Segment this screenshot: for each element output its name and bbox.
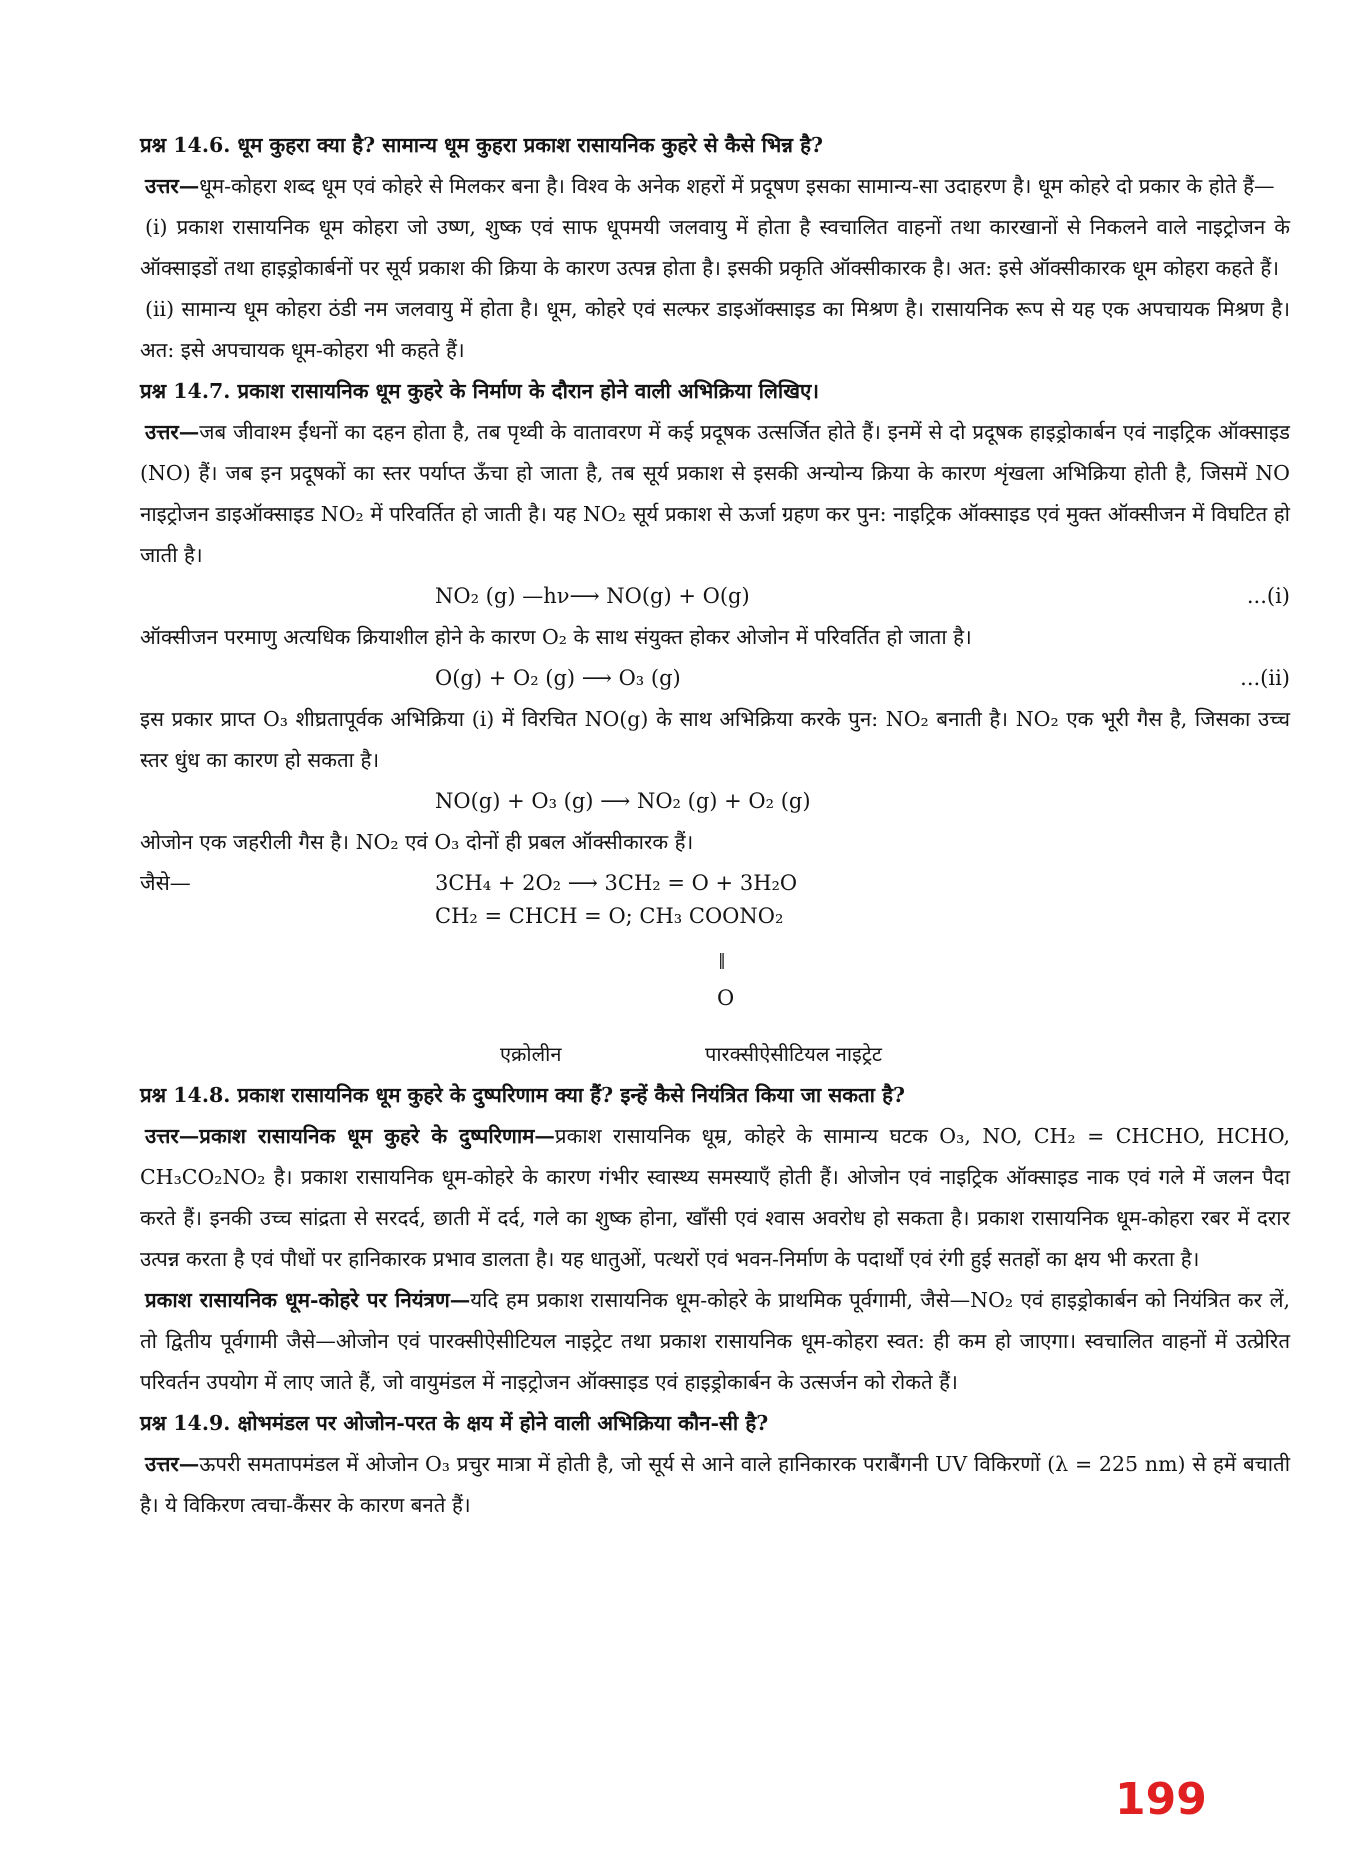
answer-text: धूम-कोहरा शब्द धूम एवं कोहरे से मिलकर बना है। विश्व के अनेक शहरों में प्रदूषण इसका सामान्य-सा उदाहरण है। धूम कोहरे दो प्रकार के होते हैं— [199, 174, 1275, 198]
answer-14-6-point-ii: (ii) सामान्य धूम कोहरा ठंडी नम जलवायु में होता है। धूम, कोहरे एवं सल्फर डाइऑक्साइड का मिश्रण है। रासायनिक रूप से यह एक अपचायक मिश्रण है। अत: इसे अपचायक धूम-कोहरा भी कहते हैं। [140, 297, 1290, 362]
equation-number: ...(ii) [1240, 666, 1290, 690]
answer-label: उत्तर— [145, 1124, 200, 1148]
double-bond: || [718, 950, 723, 969]
compound-names [140, 1034, 1290, 1075]
answer-label: उत्तर— [145, 174, 200, 198]
compound-name-pan: पारक्सीऐसीटियल नाइट्रेट [705, 1042, 882, 1066]
answer-label: उत्तर— [145, 420, 200, 444]
equation-ii [140, 658, 1290, 699]
page-number: 199 [1115, 1774, 1207, 1825]
question-14-6: प्रश्न 14.6. धूम कुहरा क्या है? सामान्य धूम कुहरा प्रकाश रासायनिक कुहरे से कैसे भिन्न है? [140, 133, 824, 157]
oxygen-atom: O [717, 986, 735, 1010]
chemical-structure [140, 904, 1290, 1034]
answer-14-7-ozone: इस प्रकार प्राप्त O₃ शीघ्रतापूर्वक अभिक्रिया (i) में विरचित NO(g) के साथ अभिक्रिया करके पुन: NO₂ बनाती है। NO₂ एक भूरी गैस है, जिसका उच्च स्तर धुंध का कारण हो सकता है। [140, 707, 1290, 772]
answer-text: प्रकाश रासायनिक धूम्र, कोहरे के सामान्य घटक O₃, NO, CH₂ = CHCHO, HCHO, CH₃CO₂NO₂ है। प्रकाश रासायनिक धूम-कोहरे के कारण गंभीर स्वास्थ्य समस्याएँ होती हैं। ओजोन एवं नाइट्रिक ऑक्साइड नाक एवं गले में जलन पैदा करते हैं। इनकी उच्च सांद्रता से सरदर्द, छाती में दर्द, गले का शुष्क होना, खाँसी एवं श्वास अवरोध हो सकता है। प्रकाश रासायनिक धूम-कोहरा रबर में दरार उत्पन्न करता है एवं पौधों पर हानिकारक प्रभाव डालता है। यह धातुओं, पत्थरों एवं भवन-निर्माण के पदार्थों एवं रंगी हुई सतहों का क्षय भी करता है। [140, 1124, 1290, 1271]
equation-example [140, 863, 1290, 904]
equation-iii [140, 781, 1290, 822]
question-14-7: प्रश्न 14.7. प्रकाश रासायनिक धूम कुहरे के निर्माण के दौरान होने वाली अभिक्रिया लिखिए। [140, 379, 820, 403]
answer-14-7-oxygen: ऑक्सीजन परमाणु अत्यधिक क्रियाशील होने के कारण O₂ के साथ संयुक्त होकर ओजोन में परिवर्तित हो जाता है। [140, 625, 972, 649]
equation-i [140, 576, 1290, 617]
example-label: जैसे— [140, 871, 191, 895]
answer-14-9 [140, 1444, 1290, 1526]
equation-text: NO(g) + O₃ (g) ⟶ NO₂ (g) + O₂ (g) [435, 789, 811, 813]
answer-text: यदि हम प्रकाश रासायनिक धूम-कोहरे के प्राथमिक पूर्वगामी, जैसे—NO₂ एवं हाइड्रोकार्बन को नियंत्रित कर लें, तो द्वितीय पूर्वगामी जैसे—ओजोन एवं पारक्सीऐसीटियल नाइट्रेट तथा प्रकाश रासायनिक धूम-कोहरा स्वत: ही कम हो जाएगा। स्वचालित वाहनों में उत्प्रेरित परिवर्तन उपयोग में लाए जाते हैं, जो वायुमंडल में नाइट्रोजन ऑक्साइड एवं हाइड्रोकार्बन के उत्सर्जन को रोकते हैं। [140, 1288, 1290, 1394]
equation-text: O(g) + O₂ (g) ⟶ O₃ (g) [435, 666, 681, 690]
answer-14-6-intro [140, 166, 1290, 207]
answer-14-8-effects [140, 1116, 1290, 1280]
answer-label: उत्तर— [145, 1452, 200, 1476]
subheading-control: प्रकाश रासायनिक धूम-कोहरे पर नियंत्रण— [145, 1288, 471, 1312]
question-14-8: प्रश्न 14.8. प्रकाश रासायनिक धूम कुहरे के दुष्परिणाम क्या हैं? इन्हें कैसे नियंत्रित किया जा सकता है? [140, 1083, 905, 1107]
equation-text: 3CH₄ + 2O₂ ⟶ 3CH₂ = O + 3H₂O [435, 871, 798, 895]
equation-number: ...(i) [1246, 584, 1290, 608]
answer-14-7-intro [140, 412, 1290, 576]
question-14-9: प्रश्न 14.9. क्षोभमंडल पर ओजोन-परत के क्षय में होने वाली अभिक्रिया कौन-सी है? [140, 1411, 769, 1435]
answer-14-6-point-i: (i) प्रकाश रासायनिक धूम कोहरा जो उष्ण, शुष्क एवं साफ धूपमयी जलवायु में होता है स्वचालित वाहनों तथा कारखानों से निकलने वाले नाइट्रोजन के ऑक्साइडों तथा हाइड्रोकार्बनों पर सूर्य प्रकाश की क्रिया के कारण उत्पन्न होता है। इसकी प्रकृति ऑक्सीकारक है। अत: इसे ऑक्सीकारक धूम कोहरा कहते हैं। [140, 215, 1290, 280]
answer-14-7-oxidant: ओजोन एक जहरीली गैस है। NO₂ एवं O₃ दोनों ही प्रबल ऑक्सीकारक हैं। [140, 830, 694, 854]
subheading-effects: प्रकाश रासायनिक धूम कुहरे के दुष्परिणाम— [199, 1124, 555, 1148]
compound-name-acrolein: एक्रोलीन [500, 1042, 562, 1066]
answer-14-8-control [140, 1280, 1290, 1403]
answer-text: ऊपरी समतापमंडल में ओजोन O₃ प्रचुर मात्रा में होती है, जो सूर्य से आने वाले हानिकारक पराबैंगनी UV विकिरणों (λ = 225 nm) से हमें बचाती है। ये विकिरण त्वचा-कैंसर के कारण बनते हैं। [140, 1452, 1290, 1517]
page-content [140, 125, 1290, 1526]
structure-formula: CH₂ = CHCH = O; CH₃ COONO₂ [435, 904, 784, 928]
equation-text: NO₂ (g) —hν⟶ NO(g) + O(g) [435, 584, 750, 608]
answer-text: जब जीवाश्म ईंधनों का दहन होता है, तब पृथ्वी के वातावरण में कई प्रदूषक उत्सर्जित होते हैं। इनमें से दो प्रदूषक हाइड्रोकार्बन एवं नाइट्रिक ऑक्साइड (NO) हैं। जब इन प्रदूषकों का स्तर पर्याप्त ऊँचा हो जाता है, तब सूर्य प्रकाश से इसकी अन्योन्य क्रिया के कारण शृंखला अभिक्रिया होती है, जिसमें NO नाइट्रोजन डाइऑक्साइड NO₂ में परिवर्तित हो जाती है। यह NO₂ सूर्य प्रकाश से ऊर्जा ग्रहण कर पुन: नाइट्रिक ऑक्साइड एवं मुक्त ऑक्सीजन में विघटित हो जाती है। [140, 420, 1290, 567]
